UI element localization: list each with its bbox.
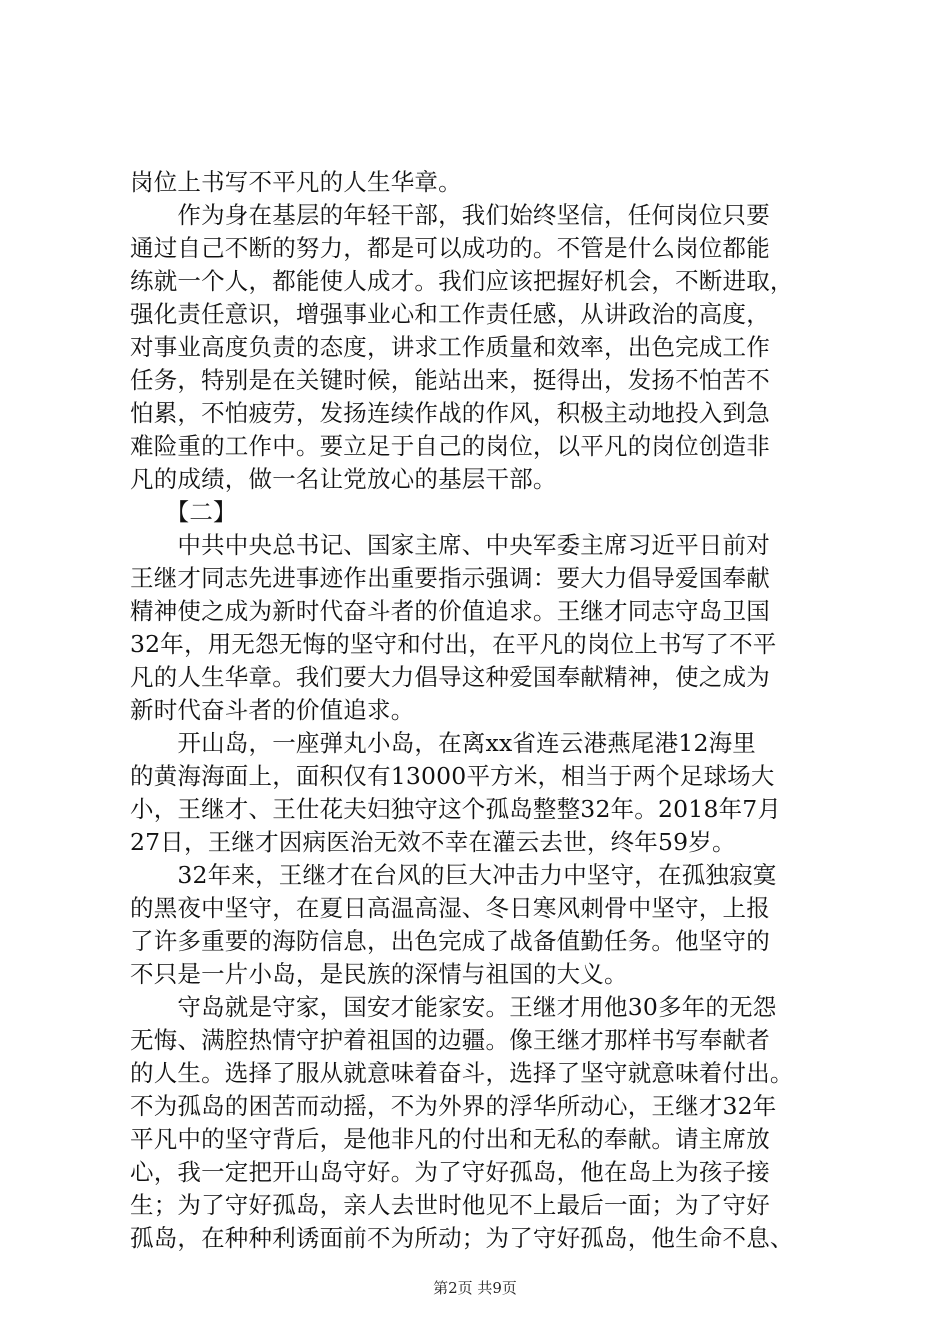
text-line: 强化责任意识，增强事业心和工作责任感，从讲政治的高度，	[130, 300, 770, 328]
text-line: 精神使之成为新时代奋斗者的价值追求。王继才同志守岛卫国	[130, 597, 770, 625]
text-line: 27日，王继才因病医治无效不幸在灌云去世，终年59岁。	[130, 828, 736, 856]
text-line: 孤岛，在种种利诱面前不为所动；为了守好孤岛，他生命不息、	[130, 1224, 794, 1252]
text-line: 无悔、满腔热情守护着祖国的边疆。像王继才那样书写奉献者	[130, 1026, 770, 1054]
text-line: 难险重的工作中。要立足于自己的岗位，以平凡的岗位创造非	[130, 432, 770, 460]
text-line: 对事业高度负责的态度，讲求工作质量和效率，出色完成工作	[130, 333, 770, 361]
text-line: 练就一个人，都能使人成才。我们应该把握好机会，不断进取，	[130, 267, 794, 295]
text-line: 32年，用无怨无悔的坚守和付出，在平凡的岗位上书写了不平	[130, 630, 777, 658]
text-line: 小，王继才、王仕花夫妇独守这个孤岛整整32年。2018年7月	[130, 795, 782, 823]
text-line: 新时代奋斗者的价值追求。	[130, 696, 415, 724]
text-line: 生；为了守好孤岛，亲人去世时他见不上最后一面；为了守好	[130, 1191, 770, 1219]
text-line: 32年来，王继才在台风的巨大冲击力中坚守，在孤独寂寞	[130, 861, 777, 889]
text-line: 了许多重要的海防信息，出色完成了战备值勤任务。他坚守的	[130, 927, 770, 955]
text-line: 作为身在基层的年轻干部，我们始终坚信，任何岗位只要	[130, 201, 770, 229]
text-line: 凡的人生华章。我们要大力倡导这种爱国奉献精神，使之成为	[130, 663, 770, 691]
text-line: 中共中央总书记、国家主席、中央军委主席习近平日前对	[130, 531, 770, 559]
text-line: 的黑夜中坚守，在夏日高温高湿、冬日寒风刺骨中坚守，上报	[130, 894, 770, 922]
text-line: 的黄海海面上，面积仅有13000平方米，相当于两个足球场大	[130, 762, 775, 790]
text-line: 平凡中的坚守背后，是他非凡的付出和无私的奉献。请主席放	[130, 1125, 770, 1153]
text-line: 不为孤岛的困苦而动摇，不为外界的浮华所动心，王继才32年	[130, 1092, 777, 1120]
text-line: 心，我一定把开山岛守好。为了守好孤岛，他在岛上为孩子接	[130, 1158, 770, 1186]
page-footer: 第2页 共9页	[433, 1279, 517, 1297]
text-line: 开山岛，一座弹丸小岛，在离xx省连云港燕尾港12海里	[130, 729, 757, 757]
text-line: 不只是一片小岛，是民族的深情与祖国的大义。	[130, 960, 628, 988]
text-line: 的人生。选择了服从就意味着奋斗，选择了坚守就意味着付出。	[130, 1059, 794, 1087]
text-line: 守岛就是守家，国安才能家安。王继才用他30多年的无怨	[130, 993, 777, 1021]
section-heading: 【二】	[130, 498, 237, 526]
text-line: 岗位上书写不平凡的人生华章。	[130, 168, 462, 196]
text-line: 凡的成绩，做一名让党放心的基层干部。	[130, 465, 557, 493]
text-line: 王继才同志先进事迹作出重要指示强调：要大力倡导爱国奉献	[130, 564, 770, 592]
text-line: 任务，特别是在关键时候，能站出来，挺得出，发扬不怕苦不	[130, 366, 770, 394]
text-line: 通过自己不断的努力，都是可以成功的。不管是什么岗位都能	[130, 234, 770, 262]
text-line: 怕累，不怕疲劳，发扬连续作战的作风，积极主动地投入到急	[130, 399, 770, 427]
